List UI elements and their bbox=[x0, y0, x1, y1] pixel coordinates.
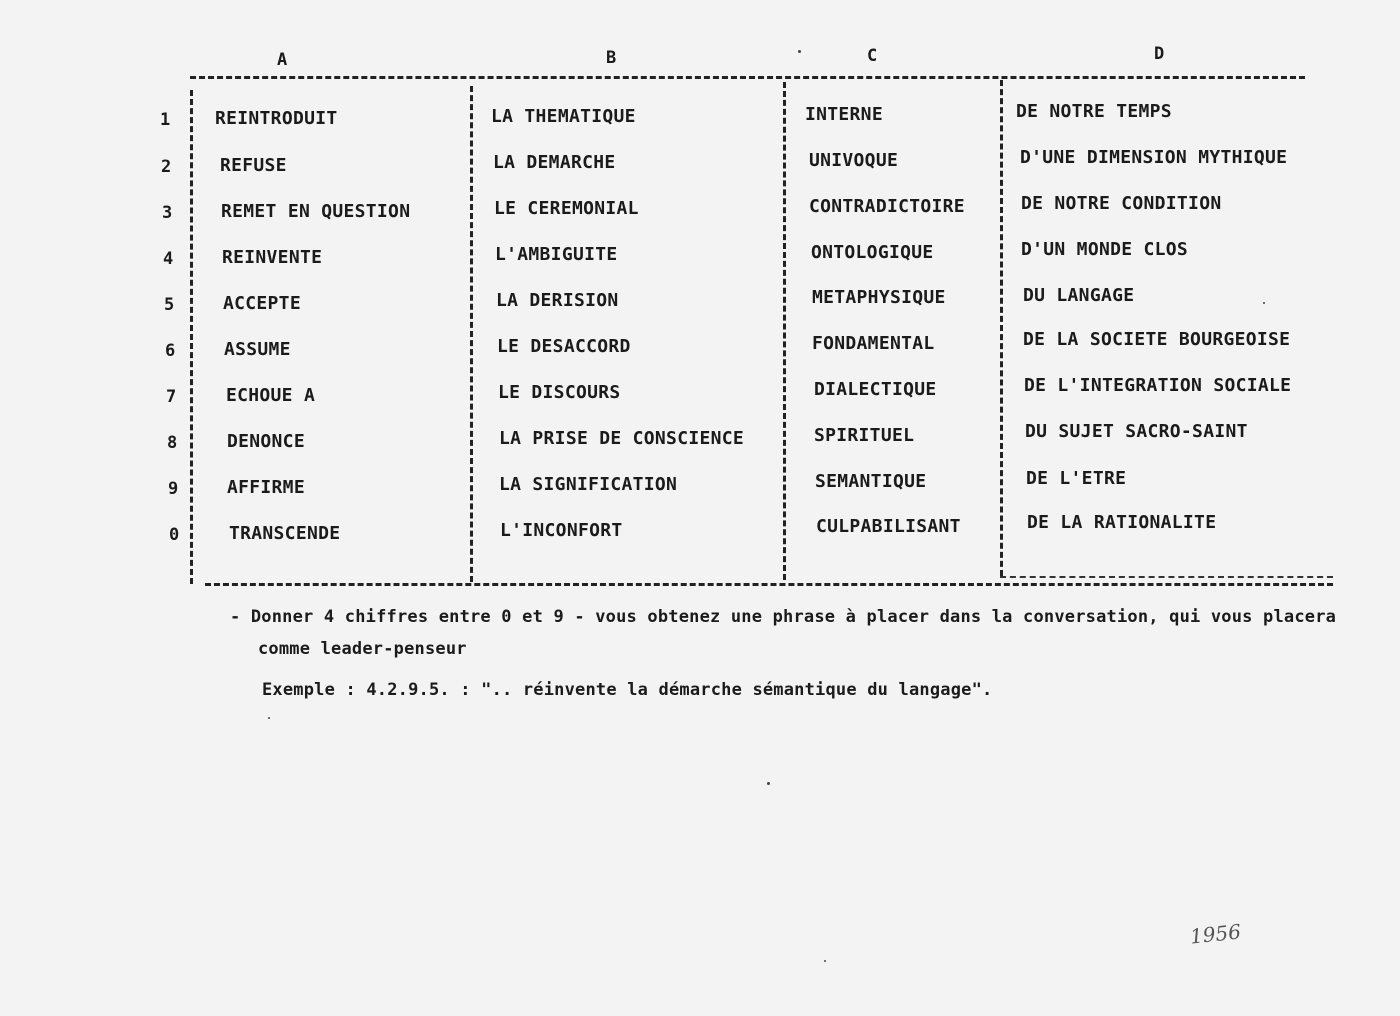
row-number: 2 bbox=[161, 157, 172, 177]
table-left-border bbox=[190, 90, 193, 584]
row-number: 1 bbox=[160, 110, 171, 130]
row-number: 7 bbox=[166, 387, 177, 407]
scan-speck bbox=[767, 782, 770, 785]
cell-b-0: L'INCONFORT bbox=[500, 520, 623, 541]
row-number: 4 bbox=[163, 249, 174, 269]
table-top-rule bbox=[190, 76, 1305, 79]
cell-d-5: DU LANGAGE bbox=[1023, 285, 1135, 306]
cell-c-4: ONTOLOGIQUE bbox=[811, 242, 934, 263]
scan-speck bbox=[1263, 302, 1265, 304]
cell-b-3: LE CEREMONIAL bbox=[494, 198, 639, 219]
cell-c-0: CULPABILISANT bbox=[816, 516, 961, 537]
column-header-a: A bbox=[277, 50, 289, 70]
column-header-b: B bbox=[606, 48, 618, 68]
cell-a-8: DENONCE bbox=[227, 431, 305, 452]
column-divider-bc bbox=[783, 82, 786, 580]
row-number: 6 bbox=[165, 341, 176, 361]
cell-d-3: DE NOTRE CONDITION bbox=[1021, 193, 1222, 214]
cell-d-4: D'UN MONDE CLOS bbox=[1021, 239, 1189, 260]
cell-b-4: L'AMBIGUITE bbox=[495, 244, 618, 265]
cell-b-5: LA DERISION bbox=[496, 290, 619, 311]
cell-d-0: DE LA RATIONALITE bbox=[1027, 512, 1217, 533]
table-bottom-rule-secondary bbox=[1000, 576, 1333, 578]
column-divider-ab bbox=[470, 86, 473, 582]
column-divider-cd bbox=[1000, 80, 1003, 576]
scan-speck bbox=[798, 50, 801, 53]
cell-d-6: DE LA SOCIETE BOURGEOISE bbox=[1023, 329, 1291, 350]
cell-a-9: AFFIRME bbox=[227, 477, 305, 498]
cell-a-5: ACCEPTE bbox=[223, 293, 301, 314]
cell-b-9: LA SIGNIFICATION bbox=[499, 474, 678, 495]
cell-c-6: FONDAMENTAL bbox=[812, 333, 935, 354]
cell-c-3: CONTRADICTOIRE bbox=[809, 196, 965, 217]
instructions-line-2: comme leader-penseur bbox=[258, 639, 467, 659]
cell-a-2: REFUSE bbox=[220, 155, 287, 176]
example-line: Exemple : 4.2.9.5. : ".. réinvente la démarche sémantique du langage". bbox=[262, 680, 993, 700]
instructions-line-1: - Donner 4 chiffres entre 0 et 9 - vous obtenez une phrase à placer dans la conversation, qui vous placera bbox=[230, 607, 1337, 627]
cell-d-2: D'UNE DIMENSION MYTHIQUE bbox=[1020, 147, 1288, 168]
cell-a-6: ASSUME bbox=[224, 339, 291, 360]
row-number: 3 bbox=[162, 203, 173, 223]
table-bottom-rule bbox=[205, 583, 1333, 586]
scan-speck bbox=[268, 717, 270, 719]
cell-c-1: INTERNE bbox=[805, 104, 883, 125]
cell-d-9: DE L'ETRE bbox=[1026, 468, 1127, 489]
row-number: 8 bbox=[167, 433, 178, 453]
cell-c-7: DIALECTIQUE bbox=[814, 379, 937, 400]
row-number: 0 bbox=[169, 525, 180, 545]
row-number: 9 bbox=[168, 479, 179, 499]
cell-a-3: REMET EN QUESTION bbox=[221, 201, 411, 222]
cell-c-5: METAPHYSIQUE bbox=[812, 287, 946, 308]
cell-c-2: UNIVOQUE bbox=[809, 150, 899, 171]
cell-a-7: ECHOUE A bbox=[226, 385, 316, 406]
handwritten-page-number: 1956 bbox=[1188, 919, 1243, 949]
cell-a-1: REINTRODUIT bbox=[215, 108, 338, 129]
cell-b-2: LA DEMARCHE bbox=[493, 152, 616, 173]
cell-d-1: DE NOTRE TEMPS bbox=[1016, 101, 1172, 122]
cell-a-4: REINVENTE bbox=[222, 247, 323, 268]
cell-d-7: DE L'INTEGRATION SOCIALE bbox=[1024, 375, 1292, 396]
cell-b-7: LE DISCOURS bbox=[498, 382, 621, 403]
cell-c-8: SPIRITUEL bbox=[814, 425, 915, 446]
cell-a-0: TRANSCENDE bbox=[229, 523, 341, 544]
scan-speck bbox=[824, 960, 826, 962]
column-header-c: C bbox=[867, 46, 879, 66]
cell-b-1: LA THEMATIQUE bbox=[491, 106, 636, 127]
cell-c-9: SEMANTIQUE bbox=[815, 471, 927, 492]
cell-b-6: LE DESACCORD bbox=[497, 336, 631, 357]
row-number: 5 bbox=[164, 295, 175, 315]
column-header-d: D bbox=[1154, 44, 1166, 64]
cell-b-8: LA PRISE DE CONSCIENCE bbox=[499, 428, 745, 449]
cell-d-8: DU SUJET SACRO-SAINT bbox=[1025, 421, 1248, 442]
